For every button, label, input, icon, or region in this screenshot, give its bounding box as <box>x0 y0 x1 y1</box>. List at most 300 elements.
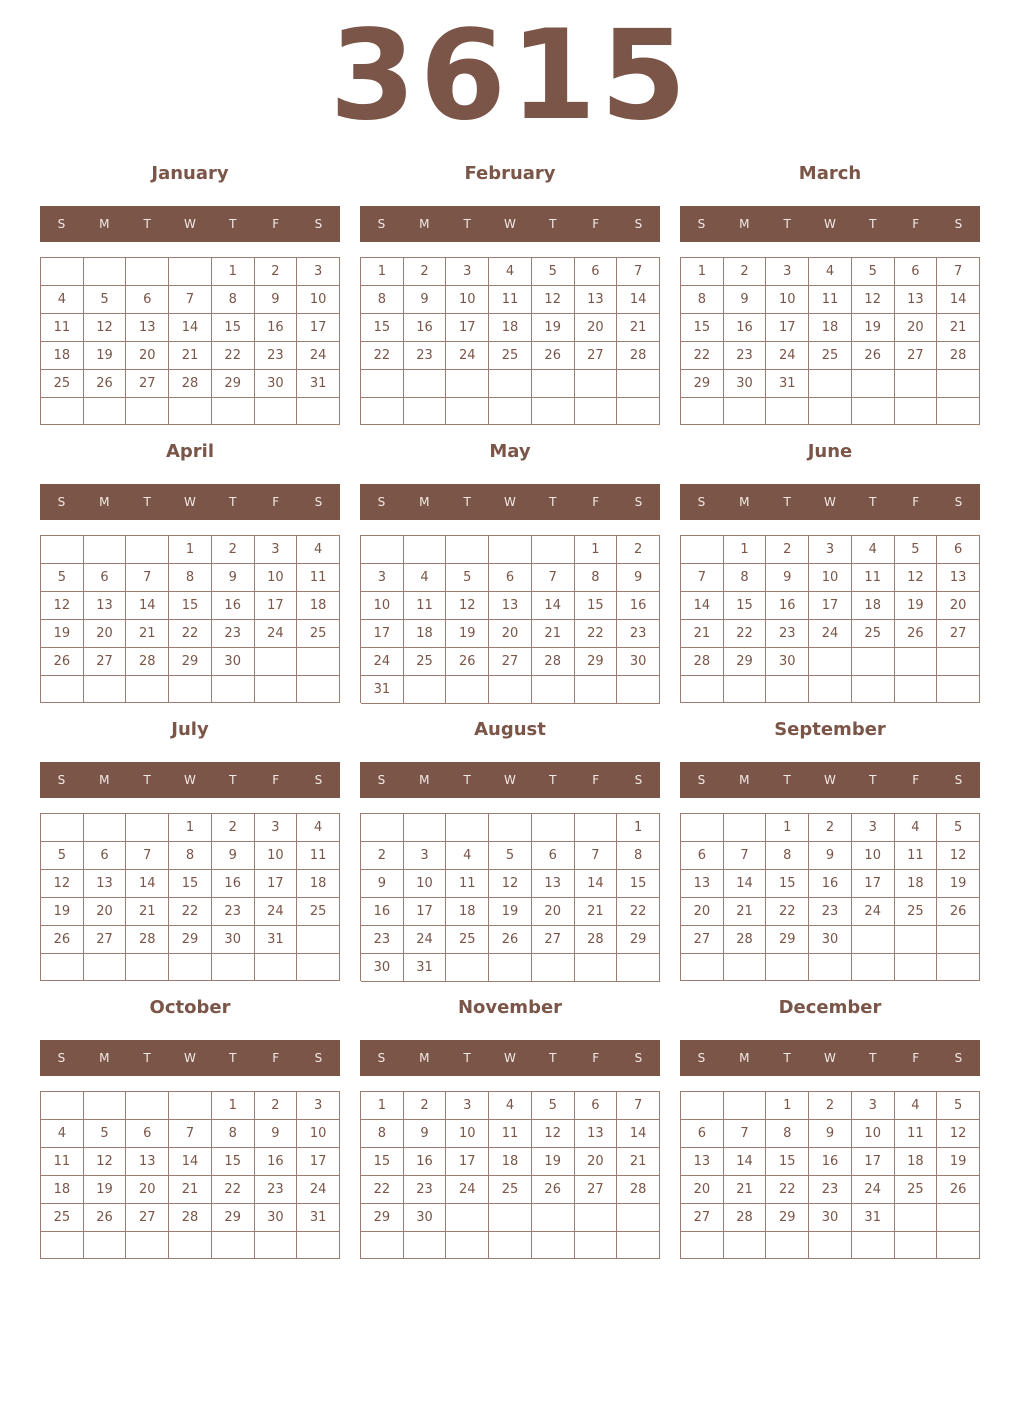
empty-cell <box>255 398 298 425</box>
day-cell: 5 <box>532 258 575 286</box>
empty-cell <box>895 370 938 398</box>
empty-cell <box>212 398 255 425</box>
day-cell: 5 <box>41 564 84 592</box>
day-cell: 25 <box>404 648 447 676</box>
empty-cell <box>41 1092 84 1120</box>
day-cell: 24 <box>766 342 809 370</box>
weekday-header <box>360 484 660 520</box>
day-cell: 14 <box>169 1148 212 1176</box>
empty-cell <box>255 648 298 676</box>
day-cell: 30 <box>617 648 660 676</box>
day-cell: 10 <box>361 592 404 620</box>
weekday-label: T <box>143 1051 151 1065</box>
day-cell: 27 <box>575 342 618 370</box>
day-cell: 18 <box>41 1176 84 1204</box>
day-cell: 5 <box>489 842 532 870</box>
day-cell: 23 <box>212 898 255 926</box>
empty-cell <box>489 814 532 842</box>
empty-cell <box>809 370 852 398</box>
day-cell: 28 <box>169 370 212 398</box>
day-cell: 28 <box>575 926 618 954</box>
empty-cell <box>766 676 809 703</box>
day-cell: 30 <box>724 370 767 398</box>
empty-cell <box>809 648 852 676</box>
day-cell: 12 <box>446 592 489 620</box>
empty-cell <box>895 648 938 676</box>
weekday-label: S <box>697 495 706 509</box>
day-cell: 15 <box>766 870 809 898</box>
weekday-label: W <box>824 1051 836 1065</box>
empty-cell <box>489 536 532 564</box>
day-cell: 6 <box>126 1120 169 1148</box>
day-cell: 26 <box>84 1204 127 1232</box>
empty-cell <box>446 536 489 564</box>
day-cell: 3 <box>297 1092 340 1120</box>
empty-cell <box>446 1204 489 1232</box>
day-cell: 17 <box>446 1148 489 1176</box>
day-cell: 25 <box>489 342 532 370</box>
day-cell: 18 <box>297 592 340 620</box>
day-cell: 7 <box>617 258 660 286</box>
month-october <box>40 994 340 1260</box>
empty-cell <box>126 1092 169 1120</box>
empty-cell <box>84 676 127 703</box>
weekday-label: T <box>463 495 471 509</box>
weekday-label: W <box>184 495 196 509</box>
day-cell: 4 <box>852 536 895 564</box>
day-cell: 8 <box>169 564 212 592</box>
day-cell: 30 <box>766 648 809 676</box>
day-cell: 9 <box>617 564 660 592</box>
day-cell: 29 <box>575 648 618 676</box>
day-cell: 6 <box>84 842 127 870</box>
empty-cell <box>169 258 212 286</box>
day-cell: 19 <box>41 620 84 648</box>
day-cell: 9 <box>809 842 852 870</box>
day-cell: 16 <box>724 314 767 342</box>
empty-cell <box>255 676 298 703</box>
day-cell: 3 <box>255 536 298 564</box>
day-cell: 17 <box>852 870 895 898</box>
empty-cell <box>489 398 532 426</box>
day-cell: 24 <box>255 898 298 926</box>
weekday-label: F <box>592 217 600 231</box>
day-cell: 3 <box>404 842 447 870</box>
empty-cell <box>937 398 980 425</box>
day-cell: 21 <box>575 898 618 926</box>
day-cell: 9 <box>255 1120 298 1148</box>
day-cell: 6 <box>681 1120 724 1148</box>
weekday-label: T <box>143 217 151 231</box>
day-cell: 10 <box>809 564 852 592</box>
empty-cell <box>361 536 404 564</box>
empty-cell <box>84 814 127 842</box>
day-cell: 13 <box>532 870 575 898</box>
day-cell: 1 <box>212 258 255 286</box>
day-cell: 23 <box>255 1176 298 1204</box>
empty-cell <box>937 676 980 703</box>
day-cell: 14 <box>724 870 767 898</box>
day-cell: 7 <box>937 258 980 286</box>
day-cell: 11 <box>297 842 340 870</box>
empty-cell <box>212 954 255 981</box>
empty-cell <box>404 370 447 398</box>
day-cell: 19 <box>84 342 127 370</box>
day-cell: 1 <box>766 814 809 842</box>
day-cell: 16 <box>809 870 852 898</box>
day-cell: 29 <box>212 1204 255 1232</box>
day-cell: 24 <box>852 1176 895 1204</box>
weekday-label: T <box>463 1051 471 1065</box>
weekday-header <box>40 1040 340 1076</box>
day-cell: 24 <box>852 898 895 926</box>
empty-cell <box>41 676 84 703</box>
empty-cell <box>937 926 980 954</box>
day-cell: 13 <box>681 870 724 898</box>
day-cell: 5 <box>937 814 980 842</box>
weekday-header <box>40 762 340 798</box>
day-cell: 28 <box>126 926 169 954</box>
weekday-header <box>360 762 660 798</box>
day-cell: 21 <box>532 620 575 648</box>
weekday-label: S <box>697 773 706 787</box>
empty-cell <box>766 398 809 425</box>
day-cell: 5 <box>84 1120 127 1148</box>
day-cell: 4 <box>446 842 489 870</box>
day-cell: 14 <box>617 286 660 314</box>
empty-cell <box>489 1204 532 1232</box>
day-cell: 30 <box>212 648 255 676</box>
empty-cell <box>852 954 895 981</box>
day-cell: 12 <box>895 564 938 592</box>
day-cell: 27 <box>895 342 938 370</box>
day-cell: 7 <box>724 842 767 870</box>
day-cell: 9 <box>361 870 404 898</box>
empty-cell <box>404 1232 447 1259</box>
weekday-label: W <box>184 1051 196 1065</box>
day-cell: 9 <box>255 286 298 314</box>
day-cell: 18 <box>895 1148 938 1176</box>
day-cell: 21 <box>126 898 169 926</box>
day-cell: 17 <box>404 898 447 926</box>
day-cell: 29 <box>724 648 767 676</box>
day-cell: 17 <box>297 314 340 342</box>
day-grid <box>40 813 340 981</box>
weekday-label: T <box>549 495 557 509</box>
day-grid <box>360 257 660 425</box>
empty-cell <box>297 954 340 981</box>
day-cell: 10 <box>766 286 809 314</box>
empty-cell <box>575 814 618 842</box>
day-cell: 5 <box>852 258 895 286</box>
empty-cell <box>937 370 980 398</box>
day-cell: 24 <box>255 620 298 648</box>
empty-cell <box>575 1204 618 1232</box>
empty-cell <box>446 954 489 982</box>
weekday-label: T <box>549 1051 557 1065</box>
weekday-label: S <box>954 495 963 509</box>
day-cell: 23 <box>809 898 852 926</box>
day-cell: 24 <box>297 1176 340 1204</box>
empty-cell <box>532 676 575 704</box>
empty-cell <box>446 814 489 842</box>
month-january <box>40 160 340 426</box>
weekday-label: F <box>912 1051 920 1065</box>
day-cell: 12 <box>852 286 895 314</box>
day-grid <box>360 1091 660 1259</box>
weekday-label: S <box>314 1051 323 1065</box>
empty-cell <box>852 398 895 425</box>
weekday-label: T <box>549 217 557 231</box>
day-cell: 15 <box>617 870 660 898</box>
day-cell: 7 <box>617 1092 660 1120</box>
day-cell: 29 <box>361 1204 404 1232</box>
day-cell: 20 <box>126 342 169 370</box>
day-cell: 2 <box>212 536 255 564</box>
day-cell: 19 <box>489 898 532 926</box>
weekday-label: S <box>697 217 706 231</box>
day-cell: 28 <box>724 1204 767 1232</box>
day-cell: 11 <box>297 564 340 592</box>
day-cell: 19 <box>852 314 895 342</box>
day-cell: 7 <box>169 1120 212 1148</box>
day-cell: 26 <box>41 648 84 676</box>
day-cell: 26 <box>852 342 895 370</box>
day-cell: 28 <box>937 342 980 370</box>
day-cell: 4 <box>41 286 84 314</box>
day-cell: 8 <box>724 564 767 592</box>
day-cell: 12 <box>84 1148 127 1176</box>
weekday-label: W <box>184 773 196 787</box>
weekday-label: S <box>377 773 386 787</box>
empty-cell <box>575 676 618 704</box>
day-cell: 24 <box>446 342 489 370</box>
day-cell: 23 <box>212 620 255 648</box>
day-cell: 2 <box>404 1092 447 1120</box>
day-cell: 20 <box>895 314 938 342</box>
weekday-label: F <box>592 1051 600 1065</box>
day-cell: 11 <box>41 1148 84 1176</box>
weekday-label: S <box>634 773 643 787</box>
weekday-header <box>360 206 660 242</box>
month-march <box>680 160 980 426</box>
weekday-header <box>680 762 980 798</box>
weekday-label: T <box>229 1051 237 1065</box>
day-cell: 3 <box>446 258 489 286</box>
day-cell: 10 <box>446 1120 489 1148</box>
day-cell: 21 <box>937 314 980 342</box>
day-cell: 12 <box>489 870 532 898</box>
day-cell: 13 <box>895 286 938 314</box>
empty-cell <box>532 814 575 842</box>
weekday-label: F <box>912 217 920 231</box>
day-cell: 28 <box>681 648 724 676</box>
day-cell: 26 <box>937 1176 980 1204</box>
weekday-header <box>40 206 340 242</box>
day-cell: 13 <box>575 1120 618 1148</box>
day-cell: 19 <box>532 1148 575 1176</box>
day-cell: 13 <box>84 870 127 898</box>
day-cell: 18 <box>446 898 489 926</box>
day-cell: 12 <box>532 1120 575 1148</box>
day-cell: 9 <box>212 564 255 592</box>
day-cell: 29 <box>681 370 724 398</box>
empty-cell <box>361 398 404 426</box>
day-cell: 6 <box>895 258 938 286</box>
day-cell: 12 <box>84 314 127 342</box>
weekday-label: M <box>99 495 110 509</box>
weekday-label: W <box>824 217 836 231</box>
weekday-label: T <box>463 217 471 231</box>
day-cell: 22 <box>617 898 660 926</box>
day-cell: 23 <box>404 342 447 370</box>
empty-cell <box>937 1204 980 1232</box>
empty-cell <box>575 398 618 426</box>
day-cell: 31 <box>297 370 340 398</box>
day-cell: 26 <box>446 648 489 676</box>
day-cell: 17 <box>809 592 852 620</box>
day-cell: 22 <box>766 1176 809 1204</box>
day-cell: 11 <box>41 314 84 342</box>
day-cell: 8 <box>617 842 660 870</box>
day-cell: 31 <box>297 1204 340 1232</box>
empty-cell <box>446 1232 489 1259</box>
month-name: April <box>165 441 215 462</box>
month-december <box>680 994 980 1260</box>
day-grid <box>680 813 980 981</box>
day-cell: 20 <box>681 898 724 926</box>
empty-cell <box>575 370 618 398</box>
day-cell: 13 <box>126 314 169 342</box>
day-cell: 30 <box>404 1204 447 1232</box>
weekday-label: W <box>504 495 516 509</box>
day-cell: 4 <box>489 1092 532 1120</box>
empty-cell <box>84 398 127 425</box>
month-name: March <box>798 163 862 184</box>
day-cell: 2 <box>724 258 767 286</box>
empty-cell <box>255 1232 298 1259</box>
day-grid <box>360 535 660 703</box>
day-cell: 29 <box>212 370 255 398</box>
empty-cell <box>361 370 404 398</box>
weekday-label: M <box>739 217 750 231</box>
day-cell: 13 <box>489 592 532 620</box>
year-title: 3615 <box>329 4 691 148</box>
day-grid <box>680 257 980 425</box>
empty-cell <box>84 1232 127 1259</box>
day-cell: 31 <box>255 926 298 954</box>
empty-cell <box>126 676 169 703</box>
day-cell: 23 <box>617 620 660 648</box>
empty-cell <box>681 814 724 842</box>
day-cell: 19 <box>532 314 575 342</box>
day-cell: 1 <box>169 814 212 842</box>
weekday-header <box>360 1040 660 1076</box>
day-cell: 23 <box>255 342 298 370</box>
day-cell: 19 <box>937 1148 980 1176</box>
empty-cell <box>297 926 340 954</box>
empty-cell <box>126 1232 169 1259</box>
empty-cell <box>361 1232 404 1259</box>
empty-cell <box>404 676 447 704</box>
day-cell: 22 <box>766 898 809 926</box>
day-cell: 6 <box>489 564 532 592</box>
day-cell: 8 <box>766 842 809 870</box>
day-cell: 18 <box>404 620 447 648</box>
day-grid <box>680 535 980 703</box>
day-cell: 25 <box>297 898 340 926</box>
day-cell: 6 <box>937 536 980 564</box>
day-cell: 22 <box>169 898 212 926</box>
day-cell: 16 <box>404 314 447 342</box>
day-cell: 25 <box>41 370 84 398</box>
empty-cell <box>169 1232 212 1259</box>
weekday-label: M <box>99 773 110 787</box>
day-cell: 26 <box>84 370 127 398</box>
empty-cell <box>937 1232 980 1259</box>
empty-cell <box>852 370 895 398</box>
empty-cell <box>809 1232 852 1259</box>
day-cell: 19 <box>84 1176 127 1204</box>
empty-cell <box>297 398 340 425</box>
day-cell: 4 <box>809 258 852 286</box>
day-cell: 11 <box>489 1120 532 1148</box>
day-grid <box>360 813 660 981</box>
month-november <box>360 994 660 1260</box>
empty-cell <box>169 398 212 425</box>
day-cell: 8 <box>361 1120 404 1148</box>
day-cell: 26 <box>895 620 938 648</box>
empty-cell <box>895 926 938 954</box>
day-cell: 10 <box>852 1120 895 1148</box>
day-cell: 3 <box>255 814 298 842</box>
day-cell: 26 <box>489 926 532 954</box>
empty-cell <box>404 536 447 564</box>
day-cell: 3 <box>361 564 404 592</box>
empty-cell <box>724 1092 767 1120</box>
day-cell: 10 <box>255 842 298 870</box>
day-cell: 30 <box>809 926 852 954</box>
empty-cell <box>766 954 809 981</box>
weekday-label: T <box>869 495 877 509</box>
weekday-label: T <box>463 773 471 787</box>
day-cell: 21 <box>169 342 212 370</box>
day-cell: 26 <box>532 1176 575 1204</box>
day-cell: 2 <box>255 258 298 286</box>
month-name: August <box>474 719 546 740</box>
day-cell: 6 <box>681 842 724 870</box>
day-cell: 14 <box>681 592 724 620</box>
day-cell: 26 <box>532 342 575 370</box>
empty-cell <box>766 1232 809 1259</box>
day-grid <box>40 535 340 703</box>
weekday-label: W <box>504 217 516 231</box>
day-cell: 11 <box>852 564 895 592</box>
day-cell: 6 <box>575 1092 618 1120</box>
day-cell: 20 <box>575 314 618 342</box>
day-cell: 1 <box>766 1092 809 1120</box>
weekday-label: M <box>739 1051 750 1065</box>
day-cell: 4 <box>895 814 938 842</box>
day-cell: 14 <box>126 870 169 898</box>
day-cell: 9 <box>404 1120 447 1148</box>
weekday-label: M <box>99 1051 110 1065</box>
day-cell: 4 <box>895 1092 938 1120</box>
day-cell: 15 <box>361 1148 404 1176</box>
day-cell: 23 <box>361 926 404 954</box>
day-cell: 22 <box>212 1176 255 1204</box>
day-cell: 30 <box>255 1204 298 1232</box>
